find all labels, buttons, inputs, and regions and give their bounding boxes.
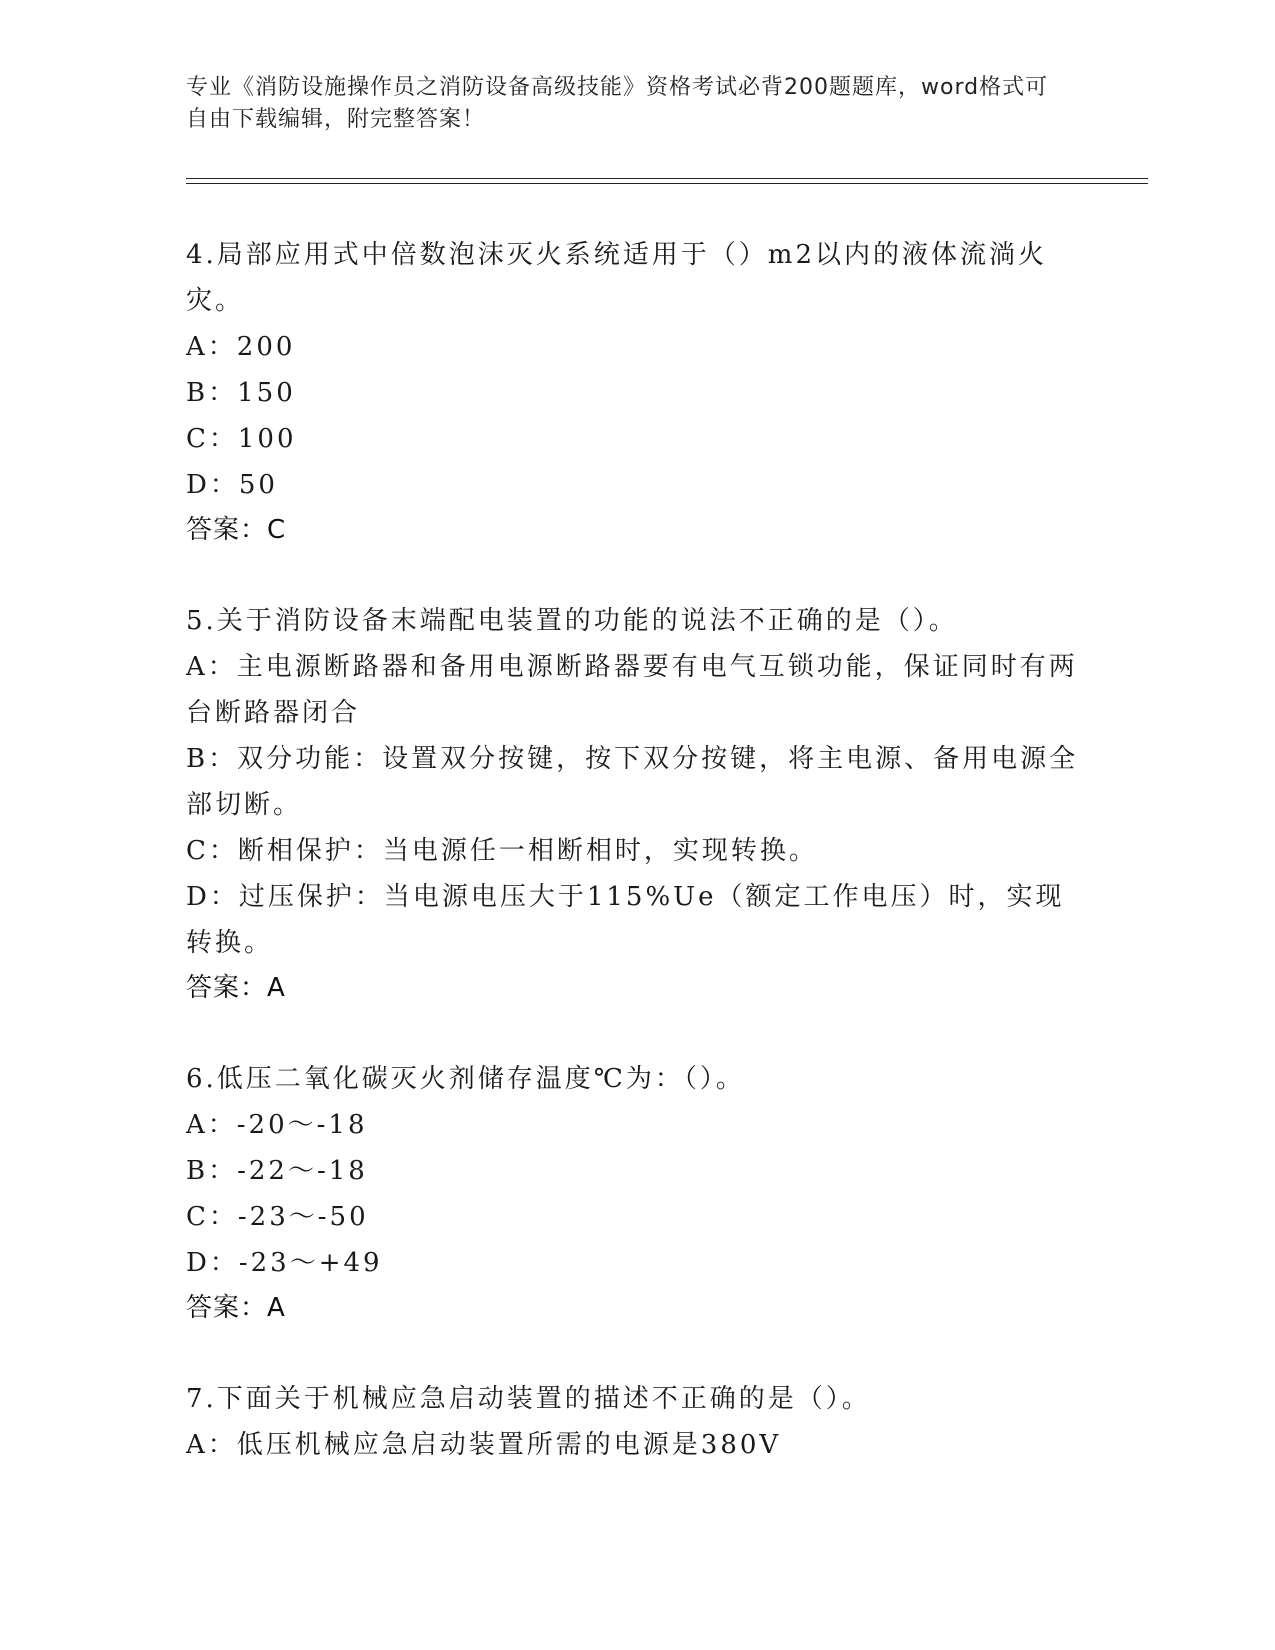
document-header: 专业《消防设施操作员之消防设备高级技能》资格考试必背200题题库，word格式可自由下载编辑，附完整答案！: [186, 75, 1049, 132]
question-7: [186, 1376, 1086, 1468]
option-c: C：100: [186, 424, 297, 454]
question-4: [186, 232, 1086, 552]
question-stem: 5.关于消防设备末端配电装置的功能的说法不正确的是（）。: [186, 606, 958, 636]
option-b: B：150: [186, 378, 296, 408]
option-c: C：断相保护：当电源任一相断相时，实现转换。: [186, 836, 818, 866]
answer-label: 答案：C: [186, 515, 287, 545]
option-d: D：过压保护：当电源电压大于115%Ue（额定工作电压）时，实现转换。: [186, 882, 1065, 958]
option-b: B：双分功能：设置双分按键，按下双分按键，将主电源、备用电源全部切断。: [186, 744, 1079, 820]
option-c: C：-23～-50: [186, 1202, 369, 1232]
question-list: [186, 232, 1086, 1514]
option-d: D：50: [186, 470, 278, 500]
question-stem: 7.下面关于机械应急启动装置的描述不正确的是（）。: [186, 1384, 871, 1414]
question-stem: 6.低压二氧化碳灭火剂储存温度℃为：（）。: [186, 1064, 745, 1094]
answer-label: 答案：A: [186, 973, 286, 1003]
option-b: B：-22～-18: [186, 1156, 368, 1186]
question-stem: 4.局部应用式中倍数泡沫灭火系统适用于（）m2以内的液体流淌火灾。: [186, 240, 1048, 316]
answer-label: 答案：A: [186, 1293, 286, 1323]
option-d: D：-23～+49: [186, 1248, 383, 1278]
option-a: A：-20～-18: [186, 1110, 368, 1140]
option-a: A：主电源断路器和备用电源断路器要有电气互锁功能，保证同时有两台断路器闭合: [186, 652, 1078, 728]
option-a: A：低压机械应急启动装置所需的电源是380V: [186, 1430, 782, 1460]
question-5: [186, 598, 1086, 1010]
option-a: A：200: [186, 332, 296, 362]
question-6: [186, 1056, 1086, 1330]
header-divider-top: [186, 178, 1148, 179]
header-divider-bottom: [186, 183, 1148, 184]
